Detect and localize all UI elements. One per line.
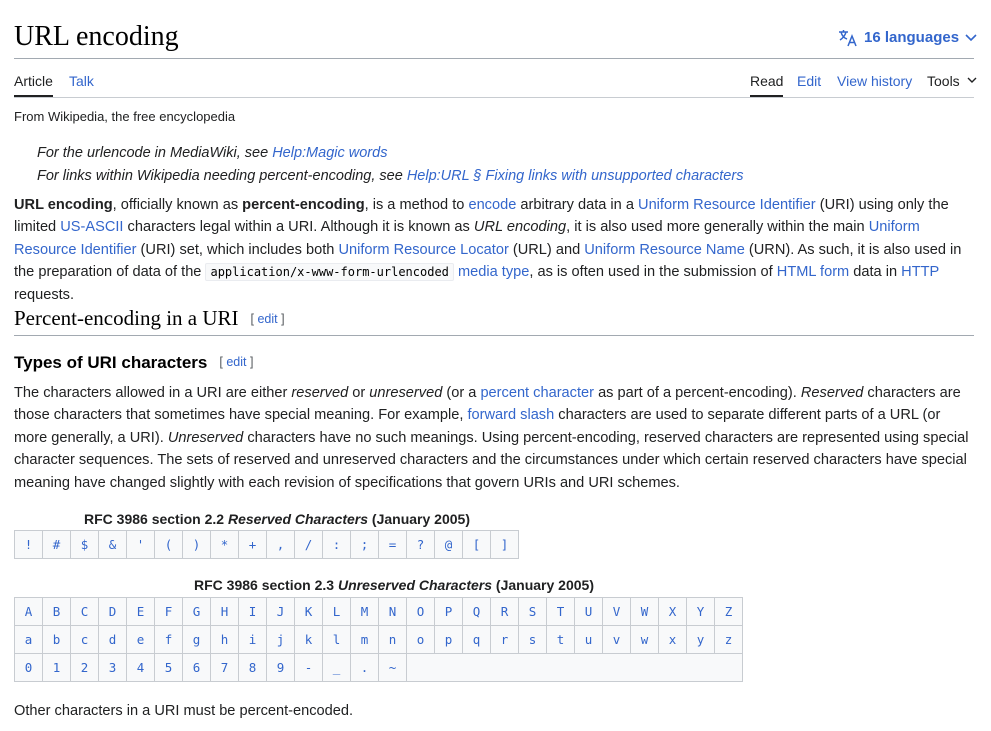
table-row bbox=[15, 654, 743, 682]
unreserved-char-cell: f bbox=[155, 626, 183, 654]
text: , as is often used in the submission of bbox=[529, 264, 777, 281]
unreserved-char-cell: D bbox=[99, 598, 127, 626]
unreserved-char-cell: Z bbox=[715, 598, 743, 626]
hatnote bbox=[37, 166, 743, 186]
unreserved-char-cell: r bbox=[491, 626, 519, 654]
caption-em: Unreserved Characters bbox=[337, 577, 493, 593]
link-url[interactable]: Uniform Resource Locator bbox=[338, 241, 509, 258]
reserved-char-cell: @ bbox=[435, 531, 463, 559]
link-urn[interactable]: Uniform Resource Name bbox=[584, 241, 745, 258]
unreserved-char-cell: 6 bbox=[183, 654, 211, 682]
link-uri[interactable]: Uniform Resource Identifier bbox=[638, 197, 816, 213]
unreserved-char-cell: . bbox=[351, 654, 379, 682]
link-us-ascii[interactable]: US-ASCII bbox=[60, 219, 124, 236]
unreserved-char-cell: z bbox=[715, 626, 743, 654]
table-row bbox=[15, 626, 743, 654]
term: unreserved bbox=[369, 385, 443, 401]
text: , officially known as bbox=[112, 197, 243, 213]
unreserved-char-cell: H bbox=[211, 598, 239, 626]
tab-article[interactable]: Article bbox=[14, 73, 53, 89]
unreserved-char-cell: s bbox=[519, 626, 547, 654]
unreserved-char-cell: t bbox=[547, 626, 575, 654]
link-media-type[interactable]: media type bbox=[457, 264, 530, 281]
unreserved-char-cell: P bbox=[435, 598, 463, 626]
reserved-char-cell: : bbox=[323, 531, 351, 559]
reserved-char-cell: ] bbox=[491, 531, 519, 559]
unreserved-char-cell: A bbox=[15, 598, 43, 626]
reserved-char-cell: [ bbox=[463, 531, 491, 559]
table-row bbox=[15, 598, 743, 626]
term: URL encoding bbox=[14, 197, 113, 213]
unreserved-char-cell: ~ bbox=[379, 654, 407, 682]
term: URL encoding bbox=[473, 219, 567, 236]
hatnote-link[interactable]: Help:URL § Fixing links with unsupported characters bbox=[406, 168, 744, 184]
text: characters legal within a URI. Although it is known as bbox=[123, 219, 474, 236]
hatnote-text: For the urlencode in MediaWiki, see bbox=[37, 145, 273, 161]
link-forward-slash[interactable]: forward slash bbox=[467, 407, 555, 424]
tabs-divider bbox=[14, 97, 974, 98]
term: Unreserved bbox=[167, 429, 244, 446]
reserved-char-cell: & bbox=[99, 531, 127, 559]
unreserved-char-cell: n bbox=[379, 626, 407, 654]
hatnote-link[interactable]: Help:Magic words bbox=[272, 145, 388, 161]
text: requests. bbox=[14, 286, 75, 303]
unreserved-char-cell: 3 bbox=[99, 654, 127, 682]
unreserved-char-cell: M bbox=[351, 598, 379, 626]
unreserved-char-cell: o bbox=[407, 626, 435, 654]
text: characters are used to separate different parts of a URL (or more generally, a URI). bbox=[14, 407, 941, 446]
unreserved-char-cell: Y bbox=[687, 598, 715, 626]
unreserved-char-cell: N bbox=[379, 598, 407, 626]
tab-edit[interactable]: Edit bbox=[797, 73, 822, 89]
chevron-down-icon bbox=[967, 77, 977, 84]
unreserved-char-cell: - bbox=[295, 654, 323, 682]
reserved-char-cell: ! bbox=[15, 531, 43, 559]
edit-section-link[interactable]: edit bbox=[257, 312, 278, 326]
hatnote bbox=[37, 143, 387, 163]
bracket: ] bbox=[249, 355, 254, 369]
caption-text: (January 2005) bbox=[368, 511, 470, 527]
text: or bbox=[348, 385, 370, 401]
text: (URL) and bbox=[508, 241, 585, 258]
text: data in bbox=[849, 264, 902, 281]
unreserved-char-cell: L bbox=[323, 598, 351, 626]
unreserved-char-cell: x bbox=[659, 626, 687, 654]
unreserved-char-cell: X bbox=[659, 598, 687, 626]
unreserved-char-cell: G bbox=[183, 598, 211, 626]
hatnote-text: For links within Wikipedia needing percent-encoding, see bbox=[37, 168, 407, 184]
language-selector[interactable] bbox=[838, 28, 977, 48]
reserved-char-cell: * bbox=[211, 531, 239, 559]
text: The characters allowed in a URI are either bbox=[14, 385, 292, 401]
types-paragraph bbox=[14, 382, 976, 494]
unreserved-char-cell: I bbox=[239, 598, 267, 626]
unreserved-char-cell: S bbox=[519, 598, 547, 626]
unreserved-char-cell: u bbox=[575, 626, 603, 654]
text: (or a bbox=[442, 385, 481, 401]
translate-icon bbox=[838, 29, 858, 47]
link-http[interactable]: HTTP bbox=[901, 264, 939, 281]
unreserved-char-cell: 2 bbox=[71, 654, 99, 682]
reserved-char-cell: ) bbox=[183, 531, 211, 559]
bracket: ] bbox=[281, 312, 285, 326]
subsection-heading-text: Types of URI characters bbox=[14, 353, 208, 372]
media-type-code: application/x-www-form-urlencoded bbox=[205, 263, 453, 281]
text: , it is also used more generally within the main bbox=[566, 219, 869, 236]
unreserved-char-cell: K bbox=[295, 598, 323, 626]
text: as part of a percent-encoding). bbox=[594, 385, 801, 401]
caption-em: Reserved Characters bbox=[227, 511, 369, 527]
unreserved-char-cell: h bbox=[211, 626, 239, 654]
unreserved-char-cell: B bbox=[43, 598, 71, 626]
unreserved-char-cell: 5 bbox=[155, 654, 183, 682]
section-heading bbox=[14, 304, 974, 336]
reserved-char-cell: / bbox=[295, 531, 323, 559]
unreserved-char-cell: y bbox=[687, 626, 715, 654]
unreserved-char-cell: J bbox=[267, 598, 295, 626]
reserved-table-caption bbox=[14, 510, 540, 528]
unreserved-char-cell: F bbox=[155, 598, 183, 626]
unreserved-char-cell: Q bbox=[463, 598, 491, 626]
unreserved-char-cell: C bbox=[71, 598, 99, 626]
unreserved-char-cell: p bbox=[435, 626, 463, 654]
tab-read[interactable]: Read bbox=[750, 73, 784, 89]
term: percent-encoding bbox=[242, 197, 365, 213]
unreserved-char-cell: 7 bbox=[211, 654, 239, 682]
unreserved-char-cell: 4 bbox=[127, 654, 155, 682]
reserved-char-cell: ( bbox=[155, 531, 183, 559]
term: reserved bbox=[291, 385, 349, 401]
subsection-heading bbox=[14, 350, 253, 375]
unreserved-char-cell: W bbox=[631, 598, 659, 626]
reserved-char-cell: , bbox=[267, 531, 295, 559]
link-html-form[interactable]: HTML form bbox=[776, 264, 850, 281]
unreserved-char-cell: g bbox=[183, 626, 211, 654]
unreserved-char-cell: e bbox=[127, 626, 155, 654]
text: characters have no such meanings. Using percent-encoding, reserved characters are represented using special character sequences. The sets of reserved and unreserved characters and the circumstances under which certain reserved characters have special meaning have changed slightly with each revision of specifications that govern URIs and URI schemes. bbox=[14, 429, 969, 491]
reserved-char-cell: $ bbox=[71, 531, 99, 559]
table-row bbox=[15, 531, 519, 559]
unreserved-char-cell: 9 bbox=[267, 654, 295, 682]
unreserved-char-cell: m bbox=[351, 626, 379, 654]
site-tagline: From Wikipedia, the free encyclopedia bbox=[14, 109, 236, 124]
unreserved-char-cell: q bbox=[463, 626, 491, 654]
text: characters are those characters that sometimes have special meaning. For example, bbox=[14, 385, 961, 424]
unreserved-char-cell: j bbox=[267, 626, 295, 654]
page-title: URL encoding bbox=[14, 21, 179, 52]
tab-view-history[interactable]: View history bbox=[837, 73, 913, 89]
chevron-down-icon bbox=[965, 34, 977, 42]
subsection-edit bbox=[219, 355, 253, 369]
reserved-char-cell: = bbox=[379, 531, 407, 559]
section-heading-text: Percent-encoding in a URI bbox=[14, 306, 239, 330]
text: (URI) set, which includes both bbox=[136, 241, 339, 258]
bracket: [ bbox=[250, 312, 254, 326]
tools-label: Tools bbox=[927, 73, 960, 89]
unreserved-char-cell: O bbox=[407, 598, 435, 626]
unreserved-char-cell: w bbox=[631, 626, 659, 654]
unreserved-char-cell: i bbox=[239, 626, 267, 654]
text: (URI) using only the limited bbox=[14, 197, 949, 236]
caption-text: (January 2005) bbox=[492, 577, 594, 593]
link-percent-character[interactable]: percent character bbox=[480, 385, 595, 401]
edit-subsection-link[interactable]: edit bbox=[226, 355, 247, 369]
unreserved-char-cell: l bbox=[323, 626, 351, 654]
closing-text: Other characters in a URI must be percent-encoded. bbox=[14, 703, 354, 719]
unreserved-char-cell: c bbox=[71, 626, 99, 654]
unreserved-char-cell: T bbox=[547, 598, 575, 626]
section-edit bbox=[251, 312, 285, 326]
languages-label: 16 languages bbox=[864, 29, 960, 46]
reserved-char-cell: ' bbox=[127, 531, 155, 559]
empty-cell bbox=[407, 654, 743, 682]
unreserved-char-cell: E bbox=[127, 598, 155, 626]
reserved-char-cell: ? bbox=[407, 531, 435, 559]
unreserved-char-cell: v bbox=[603, 626, 631, 654]
unreserved-char-cell: 8 bbox=[239, 654, 267, 682]
unreserved-char-cell: _ bbox=[323, 654, 351, 682]
tools-menu[interactable] bbox=[927, 72, 977, 90]
caption-text: RFC 3986 section 2.3 bbox=[194, 577, 338, 593]
reserved-characters-table bbox=[14, 530, 519, 559]
unreserved-char-cell: V bbox=[603, 598, 631, 626]
bracket: [ bbox=[219, 355, 223, 369]
unreserved-char-cell: U bbox=[575, 598, 603, 626]
tab-talk[interactable]: Talk bbox=[69, 73, 94, 89]
text: (URN). As such, it is also used in the preparation of data of the bbox=[14, 241, 962, 281]
unreserved-char-cell: d bbox=[99, 626, 127, 654]
unreserved-char-cell: b bbox=[43, 626, 71, 654]
unreserved-char-cell: k bbox=[295, 626, 323, 654]
reserved-char-cell: # bbox=[43, 531, 71, 559]
term: Reserved bbox=[800, 385, 864, 401]
unreserved-char-cell: 0 bbox=[15, 654, 43, 682]
intro-paragraph bbox=[14, 194, 976, 306]
unreserved-table-caption bbox=[14, 576, 774, 594]
text: arbitrary data in a bbox=[516, 197, 639, 213]
unreserved-char-cell: 1 bbox=[43, 654, 71, 682]
unreserved-char-cell: R bbox=[491, 598, 519, 626]
link-uri[interactable]: Uniform Resource Identifier bbox=[14, 219, 920, 258]
unreserved-characters-table bbox=[14, 597, 743, 682]
link-encode[interactable]: encode bbox=[468, 197, 517, 213]
caption-text: RFC 3986 section 2.2 bbox=[84, 511, 228, 527]
text: , is a method to bbox=[364, 197, 469, 213]
reserved-char-cell: + bbox=[239, 531, 267, 559]
reserved-char-cell: ; bbox=[351, 531, 379, 559]
title-divider bbox=[14, 58, 974, 59]
unreserved-char-cell: a bbox=[15, 626, 43, 654]
